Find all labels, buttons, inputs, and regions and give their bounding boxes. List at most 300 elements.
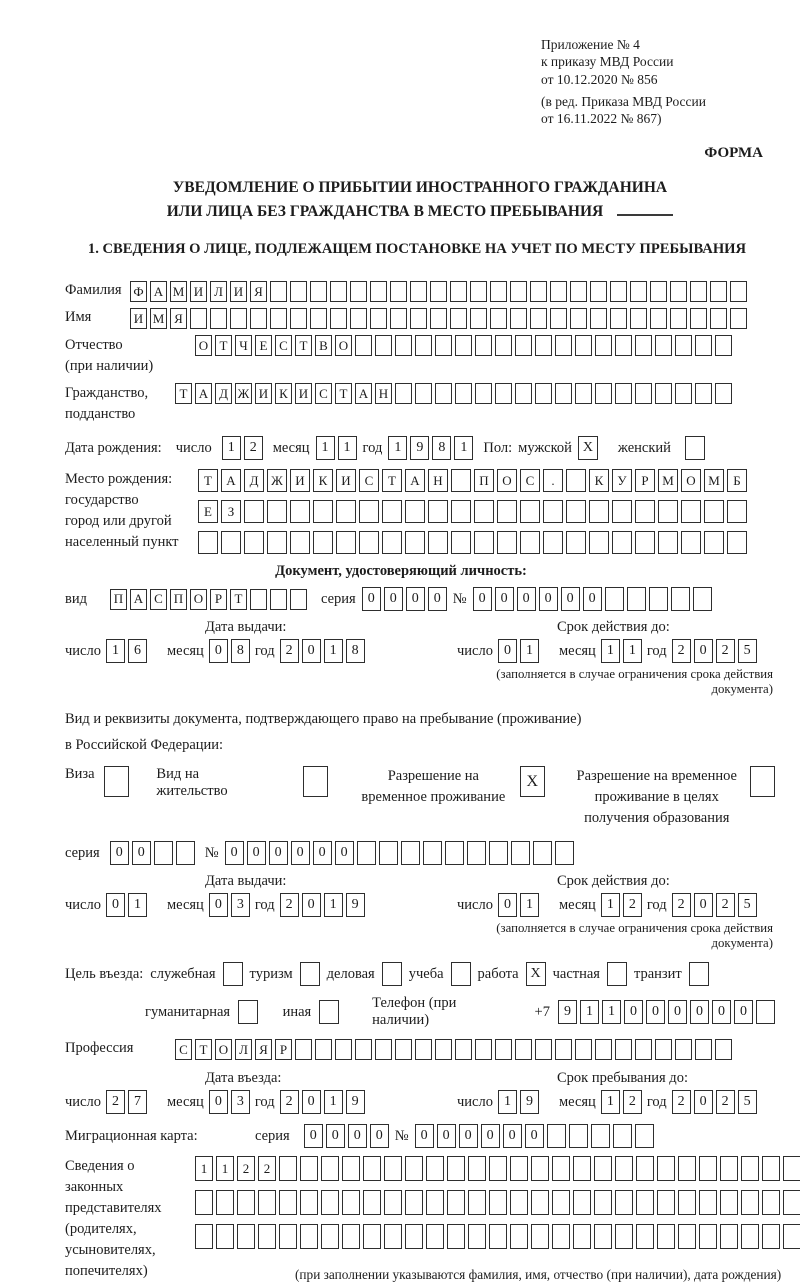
- char-box: 3: [231, 1090, 250, 1114]
- char-box: [495, 383, 512, 404]
- series-label: серия: [321, 590, 356, 607]
- char-box: Е: [255, 335, 272, 356]
- form-label: ФОРМА: [704, 145, 763, 162]
- char-box: 2: [716, 893, 735, 917]
- char-box: [552, 1224, 570, 1249]
- char-box: 1: [520, 639, 539, 663]
- entry-month-field: [209, 1090, 250, 1114]
- char-box: [435, 383, 452, 404]
- issue-date-caption: Дата выдачи:: [205, 619, 287, 636]
- char-box: [451, 500, 471, 523]
- char-box: Р: [635, 469, 655, 492]
- char-box: [613, 1124, 632, 1148]
- char-box: М: [658, 469, 678, 492]
- char-box: [741, 1190, 759, 1215]
- char-box: О: [335, 335, 352, 356]
- char-box: 0: [132, 841, 151, 865]
- restriction-note: (заполняется в случае ограничения срока действия документа): [496, 667, 773, 697]
- representatives-line-1: [195, 1156, 800, 1181]
- residence-valid-month-field: [601, 893, 642, 917]
- birth-day-field: [222, 436, 263, 460]
- char-box: Т: [215, 335, 232, 356]
- series-label: серия: [65, 844, 100, 861]
- char-box: [468, 1190, 486, 1215]
- char-box: [636, 1156, 654, 1181]
- month-label: месяц: [166, 1093, 204, 1110]
- char-box: 0: [498, 639, 517, 663]
- char-box: 1: [454, 436, 473, 460]
- char-box: [489, 1156, 507, 1181]
- representatives-row: [65, 1156, 782, 1283]
- char-box: 0: [495, 587, 514, 611]
- purpose-private-checkbox: [607, 962, 627, 986]
- char-box: [447, 1156, 465, 1181]
- day-label: число: [457, 1093, 493, 1110]
- char-box: 1: [324, 639, 343, 663]
- char-box: О: [195, 335, 212, 356]
- char-box: [295, 1039, 312, 1060]
- char-box: К: [589, 469, 609, 492]
- issue-date-block: [65, 619, 457, 697]
- day-label: число: [65, 1093, 101, 1110]
- char-box: 0: [302, 1090, 321, 1114]
- char-box: 2: [280, 1090, 299, 1114]
- char-box: [470, 308, 487, 329]
- char-box: [405, 1224, 423, 1249]
- char-box: Т: [382, 469, 402, 492]
- char-box: 2: [244, 436, 263, 460]
- char-box: 2: [280, 893, 299, 917]
- representatives-label: Сведения о законных представителях (родителях, усыновителях, попечителях): [65, 1158, 162, 1280]
- visit-purpose-label: Цель въезда:: [65, 965, 144, 982]
- birth-place-line-3: [198, 531, 747, 554]
- char-box: [447, 1224, 465, 1249]
- month-label: месяц: [558, 896, 596, 913]
- char-box: Ч: [235, 335, 252, 356]
- char-box: [375, 1039, 392, 1060]
- title-line-2: ИЛИ ЛИЦА БЕЗ ГРАЖДАНСТВА В МЕСТО ПРЕБЫВАНИЯ: [65, 200, 775, 224]
- birth-date-label: Дата рождения:: [65, 440, 162, 457]
- char-box: [675, 1039, 692, 1060]
- char-box: [315, 1039, 332, 1060]
- char-box: [382, 500, 402, 523]
- char-box: [573, 1224, 591, 1249]
- char-box: И: [336, 469, 356, 492]
- phone-field: [558, 1000, 775, 1024]
- char-box: [451, 469, 471, 492]
- entry-year-field: [280, 1090, 365, 1114]
- char-box: [198, 531, 218, 554]
- char-box: [475, 1039, 492, 1060]
- day-label: число: [457, 642, 493, 659]
- issue-date-block: [65, 873, 457, 951]
- char-box: [342, 1224, 360, 1249]
- char-box: [591, 1124, 610, 1148]
- char-box: 0: [428, 587, 447, 611]
- section-1-heading: 1. СВЕДЕНИЯ О ЛИЦЕ, ПОДЛЕЖАЩЕМ ПОСТАНОВКЕ НА УЧЕТ ПО МЕСТУ ПРЕБЫВАНИЯ: [87, 241, 747, 258]
- char-box: [279, 1156, 297, 1181]
- birth-month-field: [316, 436, 357, 460]
- birth-date-row: [65, 436, 775, 460]
- gender-male-checkbox: X: [578, 436, 598, 460]
- char-box: [375, 335, 392, 356]
- purpose-official-label: служебная: [150, 965, 216, 982]
- char-box: [655, 1039, 672, 1060]
- char-box: 9: [346, 1090, 365, 1114]
- char-box: [267, 531, 287, 554]
- char-box: [355, 335, 372, 356]
- char-box: [321, 1190, 339, 1215]
- residence-permit-checkbox: [303, 766, 328, 797]
- char-box: [635, 1039, 652, 1060]
- given-name-label: Имя: [65, 309, 92, 326]
- char-box: [594, 1156, 612, 1181]
- char-box: [636, 1190, 654, 1215]
- char-box: [370, 281, 387, 302]
- entry-date-line: [65, 1090, 457, 1114]
- char-box: Д: [215, 383, 232, 404]
- char-box: Ж: [235, 383, 252, 404]
- char-box: [550, 308, 567, 329]
- char-box: [710, 308, 727, 329]
- char-box: [520, 500, 540, 523]
- char-box: [612, 531, 632, 554]
- month-label: месяц: [272, 439, 310, 456]
- year-label: год: [254, 896, 275, 913]
- day-label: число: [65, 642, 101, 659]
- char-box: [510, 1190, 528, 1215]
- char-box: 2: [623, 1090, 642, 1114]
- number-label: №: [204, 844, 219, 861]
- char-box: [690, 281, 707, 302]
- month-label: месяц: [166, 896, 204, 913]
- char-box: [467, 841, 486, 865]
- char-box: [681, 500, 701, 523]
- char-box: В: [315, 335, 332, 356]
- char-box: 8: [432, 436, 451, 460]
- char-box: [450, 308, 467, 329]
- char-box: [310, 308, 327, 329]
- temp-residence-label: Разрешение на временное проживание: [361, 768, 506, 806]
- char-box: [531, 1156, 549, 1181]
- purpose-private-label: частная: [552, 965, 600, 982]
- char-box: 1: [601, 893, 620, 917]
- char-box: 2: [623, 893, 642, 917]
- year-label: год: [646, 642, 667, 659]
- char-box: [321, 1224, 339, 1249]
- char-box: И: [230, 281, 247, 302]
- char-box: [401, 841, 420, 865]
- residence-valid-year-field: [672, 893, 757, 917]
- char-box: [497, 500, 517, 523]
- patronymic-field: [195, 335, 732, 356]
- char-box: [313, 500, 333, 523]
- char-box: [678, 1224, 696, 1249]
- char-box: [615, 335, 632, 356]
- char-box: 1: [623, 639, 642, 663]
- char-box: [515, 383, 532, 404]
- char-box: 2: [716, 1090, 735, 1114]
- char-box: 0: [561, 587, 580, 611]
- char-box: [475, 383, 492, 404]
- char-box: [727, 500, 747, 523]
- char-box: И: [290, 469, 310, 492]
- char-box: Л: [235, 1039, 252, 1060]
- char-box: [244, 531, 264, 554]
- char-box: 0: [370, 1124, 389, 1148]
- char-box: [635, 335, 652, 356]
- char-box: [630, 281, 647, 302]
- char-box: [250, 308, 267, 329]
- char-box: [475, 335, 492, 356]
- representatives-line-3: [195, 1224, 800, 1249]
- char-box: [510, 308, 527, 329]
- given-name-field: [130, 308, 747, 329]
- char-box: [699, 1224, 717, 1249]
- char-box: [570, 281, 587, 302]
- char-box: М: [704, 469, 724, 492]
- char-box: [615, 1156, 633, 1181]
- char-box: [470, 281, 487, 302]
- char-box: [230, 308, 247, 329]
- purpose-tourism-checkbox: [300, 962, 320, 986]
- migration-card-row: [65, 1124, 775, 1148]
- char-box: [715, 335, 732, 356]
- char-box: А: [221, 469, 241, 492]
- appendix-line: Приложение № 4: [541, 37, 640, 52]
- purpose-study-label: учеба: [408, 965, 444, 982]
- valid-until-caption: Срок действия до:: [557, 619, 670, 636]
- char-box: [704, 500, 724, 523]
- char-box: Н: [428, 469, 448, 492]
- char-box: [267, 500, 287, 523]
- char-box: К: [313, 469, 333, 492]
- char-box: [635, 1124, 654, 1148]
- birth-place-label: Место рождения: государство город или другой населенный пункт: [65, 471, 179, 551]
- char-box: [310, 281, 327, 302]
- title-line-1: УВЕДОМЛЕНИЕ О ПРИБЫТИИ ИНОСТРАННОГО ГРАЖДАНИНА: [172, 179, 668, 197]
- char-box: [690, 308, 707, 329]
- birth-year-field: [388, 436, 473, 460]
- valid-until-block: [457, 619, 775, 697]
- char-box: 2: [106, 1090, 125, 1114]
- surname-label: Фамилия: [65, 282, 122, 299]
- purpose-official-checkbox: [223, 962, 243, 986]
- birth-place-row: [65, 469, 775, 554]
- number-label: №: [452, 590, 467, 607]
- purpose-other-label: иная: [282, 1003, 312, 1020]
- char-box: [783, 1224, 800, 1249]
- char-box: 0: [302, 893, 321, 917]
- char-box: [715, 383, 732, 404]
- char-box: 1: [195, 1156, 213, 1181]
- char-box: 2: [672, 639, 691, 663]
- char-box: 0: [209, 639, 228, 663]
- residence-valid-day-field: [498, 893, 539, 917]
- char-box: [590, 281, 607, 302]
- year-label: год: [646, 1093, 667, 1110]
- char-box: [615, 1039, 632, 1060]
- valid-month-field: [601, 639, 642, 663]
- char-box: А: [195, 383, 212, 404]
- char-box: О: [190, 589, 207, 610]
- char-box: [695, 1039, 712, 1060]
- char-box: [435, 1039, 452, 1060]
- purpose-business-checkbox: [382, 962, 402, 986]
- issue-year-field: [280, 639, 365, 663]
- char-box: [675, 383, 692, 404]
- char-box: 1: [498, 1090, 517, 1114]
- char-box: [405, 531, 425, 554]
- char-box: [627, 587, 646, 611]
- char-box: [447, 1190, 465, 1215]
- stay-day-field: [498, 1090, 539, 1114]
- purpose-humanitarian-checkbox: [238, 1000, 258, 1024]
- char-box: [435, 335, 452, 356]
- char-box: [489, 1224, 507, 1249]
- char-box: 0: [291, 841, 310, 865]
- char-box: П: [170, 589, 187, 610]
- char-box: 0: [694, 1090, 713, 1114]
- doc-type-label: вид: [65, 591, 87, 608]
- char-box: 0: [624, 1000, 643, 1024]
- valid-until-block: [457, 873, 775, 951]
- char-box: [455, 1039, 472, 1060]
- year-label: год: [254, 642, 275, 659]
- char-box: 0: [481, 1124, 500, 1148]
- char-box: [335, 1039, 352, 1060]
- char-box: М: [170, 281, 187, 302]
- purpose-other-checkbox: [319, 1000, 339, 1024]
- char-box: [445, 841, 464, 865]
- char-box: 2: [672, 893, 691, 917]
- char-box: [176, 841, 195, 865]
- char-box: [290, 308, 307, 329]
- char-box: [270, 589, 287, 610]
- char-box: М: [150, 308, 167, 329]
- char-box: Я: [170, 308, 187, 329]
- char-box: [384, 1224, 402, 1249]
- char-box: [762, 1190, 780, 1215]
- char-box: [741, 1224, 759, 1249]
- char-box: [589, 500, 609, 523]
- representatives-note: (при заполнении указываются фамилия, имя, отчество (при наличии), дата рождения): [295, 1267, 782, 1283]
- day-label: число: [457, 896, 493, 913]
- char-box: Р: [210, 589, 227, 610]
- char-box: [395, 335, 412, 356]
- char-box: [415, 335, 432, 356]
- char-box: 0: [694, 893, 713, 917]
- char-box: [300, 1156, 318, 1181]
- char-box: [270, 281, 287, 302]
- char-box: [704, 531, 724, 554]
- char-box: [390, 308, 407, 329]
- char-box: [426, 1156, 444, 1181]
- char-box: [428, 531, 448, 554]
- char-box: [495, 1039, 512, 1060]
- char-box: [405, 1156, 423, 1181]
- char-box: 0: [712, 1000, 731, 1024]
- char-box: [279, 1224, 297, 1249]
- char-box: 0: [694, 639, 713, 663]
- amendment-line: (в ред. Приказа МВД России: [541, 93, 706, 109]
- valid-year-field: [672, 639, 757, 663]
- char-box: 0: [646, 1000, 665, 1024]
- char-box: 0: [437, 1124, 456, 1148]
- birth-place-fields: [198, 469, 747, 554]
- patronymic-label: Отчество (при наличии): [65, 337, 154, 375]
- char-box: 5: [738, 639, 757, 663]
- char-box: 9: [410, 436, 429, 460]
- char-box: [590, 308, 607, 329]
- char-box: 1: [216, 1156, 234, 1181]
- char-box: [710, 281, 727, 302]
- char-box: 6: [128, 639, 147, 663]
- stay-month-field: [601, 1090, 642, 1114]
- document-title: [65, 176, 775, 224]
- char-box: [510, 281, 527, 302]
- stay-until-caption: Срок пребывания до:: [557, 1070, 688, 1087]
- doc-number-field: [473, 587, 712, 611]
- char-box: [450, 281, 467, 302]
- char-box: [547, 1124, 566, 1148]
- purpose-transit-label: транзит: [633, 965, 682, 982]
- purpose-humanitarian-label: гуманитарная: [145, 1003, 231, 1020]
- char-box: [451, 531, 471, 554]
- char-box: [535, 335, 552, 356]
- valid-day-field: [498, 639, 539, 663]
- char-box: 9: [346, 893, 365, 917]
- char-box: 0: [269, 841, 288, 865]
- gender-female-checkbox: [685, 436, 705, 460]
- representatives-line-2: [195, 1190, 800, 1215]
- char-box: 1: [601, 639, 620, 663]
- char-box: [221, 531, 241, 554]
- visa-label: Виза: [65, 766, 95, 783]
- char-box: С: [315, 383, 332, 404]
- char-box: [384, 1190, 402, 1215]
- char-box: [635, 531, 655, 554]
- char-box: [363, 1224, 381, 1249]
- char-box: [210, 308, 227, 329]
- char-box: 2: [716, 639, 735, 663]
- char-box: 0: [209, 893, 228, 917]
- char-box: [657, 1190, 675, 1215]
- char-box: [363, 1156, 381, 1181]
- char-box: [489, 841, 508, 865]
- char-box: 1: [338, 436, 357, 460]
- char-box: [720, 1224, 738, 1249]
- char-box: [649, 587, 668, 611]
- char-box: Т: [230, 589, 247, 610]
- number-label: №: [394, 1127, 409, 1144]
- char-box: [490, 308, 507, 329]
- char-box: П: [110, 589, 127, 610]
- char-box: [216, 1224, 234, 1249]
- char-box: [533, 841, 552, 865]
- char-box: 0: [517, 587, 536, 611]
- char-box: [428, 500, 448, 523]
- char-box: [693, 587, 712, 611]
- char-box: [511, 841, 530, 865]
- char-box: [410, 281, 427, 302]
- char-box: Т: [198, 469, 218, 492]
- purpose-tourism-label: туризм: [249, 965, 293, 982]
- restriction-note: (заполняется в случае ограничения срока действия документа): [496, 921, 773, 951]
- char-box: [550, 281, 567, 302]
- char-box: Р: [275, 1039, 292, 1060]
- char-box: [555, 1039, 572, 1060]
